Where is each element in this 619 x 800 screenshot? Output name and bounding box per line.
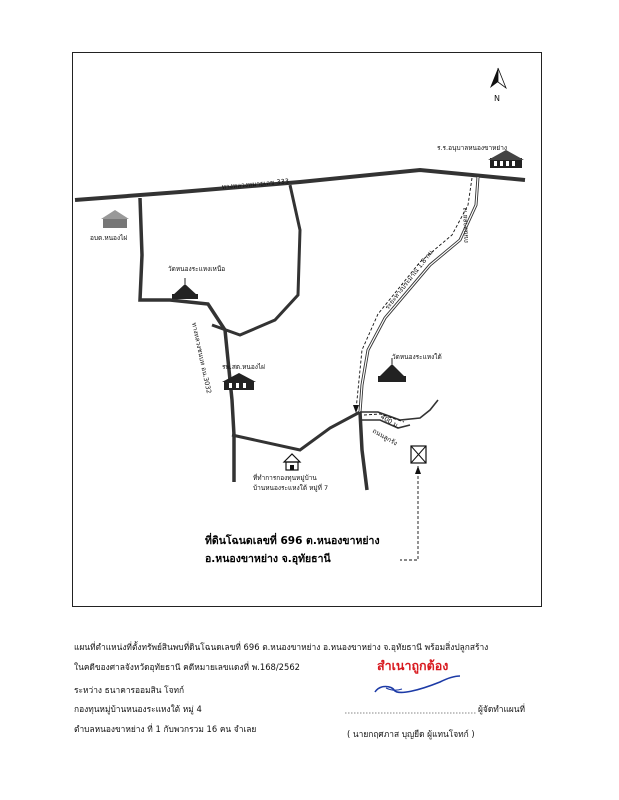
temple-north-icon xyxy=(172,278,198,299)
certified-copy-stamp: สำเนาถูกต้อง xyxy=(377,658,449,673)
village-office-icon xyxy=(284,454,300,470)
highway-333-road xyxy=(75,170,525,200)
route-dashed-line xyxy=(356,178,472,410)
leader-arrow-icon xyxy=(415,466,421,474)
footer-line-4: กองทุนหมู่บ้านหนองระแหงใต้ หมู่ 4 xyxy=(74,704,202,714)
footer-line-3: ระหว่าง ธนาคารออมสิน โจทก์ xyxy=(74,685,185,695)
distance-400m-label: 400 ม. xyxy=(379,412,402,431)
footer-line-1: แผนที่ตำแหน่งที่ตั้งทรัพย์สินพบที่ดินโฉนดเลขที่ 696 ต.หนองขาหย่าง อ.หนองขาหย่าง จ.อุทัยธานี พร้อมสิ่งปลูกสร้าง xyxy=(74,642,489,652)
school-icon xyxy=(488,150,524,168)
highway-3032-label: ทางหลวงชนบท อน.3032 xyxy=(190,321,213,395)
distance-1-8km-label: ระยะทางประมาณ 1.8 กม. xyxy=(383,247,436,312)
loop-road xyxy=(212,185,300,335)
temple-south-icon xyxy=(378,358,406,382)
obt-label: อบต.หนองไผ่ xyxy=(90,234,128,242)
parcel-title-line1: ที่ดินโฉนดเลขที่ 696 ต.หนองขาหย่าง xyxy=(205,535,380,547)
wat-north-label: วัดหนองระแหงเหนือ xyxy=(168,265,226,273)
map-maker-label: ผู้จัดทำแผนที่ xyxy=(478,704,526,714)
parcel-title-line2: อ.หนองขาหย่าง จ.อุทัยธานี xyxy=(205,553,331,565)
obt-building-icon xyxy=(101,210,129,228)
health-center-icon xyxy=(222,373,256,390)
north-arrow-icon xyxy=(490,68,506,88)
wat-south-label: วัดหนองระแหงใต้ xyxy=(392,353,442,361)
main-road-south xyxy=(360,412,367,490)
office-label-line2: บ้านหนองระแหงใต้ หมู่ที่ 7 xyxy=(253,484,329,492)
lower-connecting-road xyxy=(232,412,360,450)
highway-333-label: ทางหลวงหมายเลข 333 xyxy=(221,177,290,191)
map-maker-name: ( นายกฤศภาส บุญยืด ผู้แทนโจทก์ ) xyxy=(347,729,475,739)
highway-3032-road xyxy=(140,198,234,482)
asphalt-road-label: ถนนลาดยาง xyxy=(460,207,470,244)
parcel-leader-line xyxy=(400,466,418,560)
rph-label: รพ.สต.หนองไผ่ xyxy=(222,363,265,371)
office-label-line1: ที่ทำการกองทุนหมู่บ้าน xyxy=(253,474,317,482)
footer-line-5: ตำบลหนองขาหย่าง ที่ 1 กับพวกรวม 16 คน จำเลย xyxy=(74,724,257,734)
gravel-road xyxy=(360,400,438,420)
footer-line-2: ในคดีของศาลจังหวัดอุทัยธานี คดีหมายเลขแดงที่ พ.168/2562 xyxy=(74,662,300,672)
gravel-road-label: ถนนลูกรัง xyxy=(371,426,399,448)
school-label: ร.ร.อนุบาลหนองขาหย่าง xyxy=(437,144,508,152)
north-label: N xyxy=(494,94,500,103)
parcel-marker-icon xyxy=(411,446,426,463)
signature-mark xyxy=(375,676,460,692)
